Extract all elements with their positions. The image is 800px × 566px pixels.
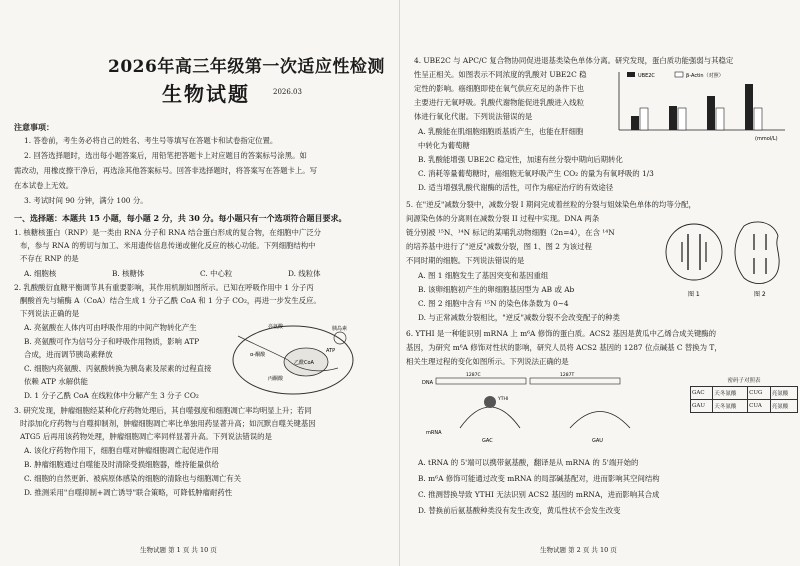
q4-legend-2: β-Actin（对照） (686, 73, 724, 79)
q2-line: 酮酸首先与辅酶 A（CoA）结合生成 1 分子乙酰 CoA 和 1 分子 CO₂，再进一步发生反应。 (20, 296, 321, 305)
codon-cell: GAC (691, 387, 713, 400)
q1-option-b: B. 核糖体 (112, 269, 145, 278)
q1-line: 布，参与 RNA 的剪切与加工、米用遗传信息传递或催化反应的核心功能。下列细胞结构中 (20, 241, 316, 250)
q5-line: 不同时期的细胞。下列说法错误的是 (406, 256, 525, 265)
q6-fig-label: 1287T (560, 373, 575, 378)
q4-legend-1: UBE2C (638, 73, 655, 79)
codon-cell: CUG (748, 387, 771, 400)
q6-fig-label: DNA (422, 380, 434, 386)
q4-bar (707, 96, 715, 130)
q4-option-b: B. 乳酸能增强 UBE2C 稳定性，加速有丝分裂中期向后期转化 (418, 155, 623, 164)
q6-line: 相关生理过程的变化如图所示。下列说法正确的是 (406, 357, 569, 366)
q4-xlabel: (mmol/L) (755, 136, 778, 142)
q3-line: 时添加化疗药物与自噬抑制剂，肿瘤细胞凋亡率比单独用药显著升高；如沉默自噬关键基因 (20, 419, 316, 428)
note-line: 在本试卷上无效。 (14, 181, 74, 190)
q2-fig-label: 丙酮酸 (268, 376, 284, 382)
q2-fig-label: 亮氨酸 (268, 324, 284, 330)
q4-bar (669, 106, 677, 130)
q4-bar (640, 108, 648, 130)
q1-option-d: D. 线粒体 (288, 269, 321, 278)
q4-option-d: D. 适当增强乳酸代谢酶的活性，可作为癌症治疗的有效途径 (418, 183, 614, 192)
q2-option-b: B. 亮氨酸可作为信号分子和呼吸作用物质，影响 ATP (24, 337, 200, 346)
q1-line: 不存在 RNP 的是 (20, 254, 79, 263)
codon-table-title: 密码子对照表 (727, 378, 761, 384)
q1-option-a: A. 细胞核 (24, 269, 57, 278)
q6-fig-label: GAC (482, 438, 493, 444)
q5-line: 5. 在"逆反"减数分裂中，减数分裂 I 期间完成着丝粒的分裂与姐妹染色单体的均等分配， (406, 200, 696, 209)
exam-title: 2026年高三年级第一次适应性检测 (108, 57, 385, 77)
note-line: 3. 考试时间 90 分钟，满分 100 分。 (24, 196, 148, 205)
subject-title: 生物试题 (162, 82, 250, 106)
q4-option-c: C. 消耗等量葡萄糖时，癌细胞无氧呼吸产生 CO₂ 的量为有氧呼吸的 1/3 (418, 169, 654, 178)
codon-cell: 天冬氨酸 (713, 387, 748, 400)
q4-line: 定性的影响。癌细胞即使在氧气供应充足的条件下也 (414, 84, 584, 93)
q5-option-c: C. 图 2 细胞中含有 ¹⁵N 的染色体条数为 0~4 (418, 299, 569, 308)
section-title: 一、选择题：本题共 15 小题，每小题 2 分，共 30 分。每小题只有一个选项符合题目要求。 (14, 213, 347, 223)
q6-option-d: D. 替换前后氨基酸种类没有发生改变，黄瓜性状不会发生改变 (418, 506, 621, 515)
q4-bar (678, 108, 686, 130)
q6-fig-label: 1287C (466, 373, 481, 378)
q6-line: 6. YTHI 是一种能识别 mRNA 上 m⁶A 修饰的蛋白质。ACS2 基因是黄瓜中乙烯合成关键酶的 (406, 329, 717, 338)
notes-title: 注意事项： (14, 122, 54, 132)
q2-option-c-cont: 依赖 ATP 水解供能 (24, 377, 88, 386)
q4-line: 主要进行无氧呼吸。乳酸代谢物能促进乳酸进入线粒 (414, 98, 584, 107)
q5-line: 间源染色体的分离则在减数分裂 II 过程中实现。DNA 两条 (406, 214, 600, 223)
codon-cell: CUA (748, 400, 771, 413)
codon-cell: GAU (691, 400, 713, 413)
q5-option-a: A. 图 1 细胞发生了基因突变和基因重组 (418, 271, 549, 280)
note-line: 需改动，用橡皮擦干净后，再选涂其他答案标号。回答非选择题时，将答案写在答题卡上。写 (14, 166, 318, 175)
q4-bar-figure (605, 66, 790, 146)
q4-bar (631, 116, 639, 130)
q4-line: 体进行氧化代谢。下列说法错误的是 (414, 112, 533, 121)
q2-option-c: C. 细胞内亮氨酸、丙氨酸转换为胰岛素及尿素的过程直接 (24, 364, 212, 373)
q3-option-a: A. 该化疗药物作用下，细胞自噬对肿瘤细胞凋亡起促进作用 (24, 446, 219, 455)
q2-fig-label: 胰岛素 (332, 326, 348, 332)
q3-line: 3. 研究发现，肿瘤细胞经某种化疗药物处理后，其自噬强度和细胞凋亡率均明显上升；若同 (14, 406, 312, 415)
q3-line: ATG5 后再用该药物处理，肿瘤细胞凋亡率同样显著升高。下列说法错误的是 (20, 432, 272, 441)
q4-bar (745, 84, 753, 130)
q3-option-b: B. 肿瘤细胞通过自噬能及时清除受损细胞器，维持能量供给 (24, 460, 219, 469)
page-2 (400, 0, 800, 566)
note-line: 2. 回答选择题时，选出每小题答案后，用铅笔把答题卡上对应题目的答案标号涂黑。如 (24, 151, 307, 160)
codon-cell: 亮氨酸 (770, 400, 797, 413)
q6-option-c: C. 推测替换导致 YTHI 无法识别 ACS2 基因的 mRNA，进而影响其合成 (418, 490, 660, 499)
codon-cell: 天冬氨酸 (713, 400, 748, 413)
q2-line: 下列说法正确的是 (20, 309, 80, 318)
exam-date: 2026.03 (273, 88, 302, 96)
q4-bar (754, 108, 762, 130)
q5-option-b: B. 该卵细胞初产生的卵细胞基因型为 AB 或 Ab (418, 285, 575, 294)
q5-line: 链分别被 ¹⁵N、¹⁴N 标记的某哺乳动物细胞（2n=4），在含 ¹⁴N (406, 228, 615, 237)
q6-option-b: B. m⁶A 修饰可能通过改变 mRNA 的局部碱基配对，进而影响其空间结构 (418, 474, 660, 483)
q5-line: 的培养基中进行了"逆反"减数分裂，图 1、图 2 为该过程 (406, 242, 592, 251)
q1-option-c: C. 中心粒 (200, 269, 233, 278)
q3-option-d: D. 推测采用"自噬抑制+凋亡诱导"联合策略，可降低肿瘤耐药性 (24, 488, 233, 497)
q2-line: 2. 乳酸酸衍血糖平衡调节具有重要影响，其作用机制如图所示。已知在呼吸作用中 1 分子丙 (14, 283, 314, 292)
note-line: 1. 答卷前，考生务必将自己的姓名、考生号等填写在答题卡和试卷指定位置。 (24, 136, 278, 145)
q2-fig-label: ATP (326, 348, 336, 354)
q2-fig-label: 乙酰CoA (294, 360, 314, 366)
q4-line: 性呈正相关。如图表示不同浓度的乳酸对 UBE2C 稳 (414, 70, 587, 79)
q4-option-a: A. 乳酸能在肌细胞细胞质基质产生，也能在肝细胞 (418, 127, 584, 136)
q6-fig-label: GAU (592, 438, 603, 444)
q4-line: 4. UBE2C 与 APC/C 复合物协同促进退基类染色单体分离。研究发现，蛋白质功能强弱与其稳定 (414, 56, 734, 65)
q6-fig-label: mRNA (426, 430, 442, 436)
codon-cell: 亮氨酸 (770, 387, 797, 400)
codon-table (690, 376, 798, 413)
page-footer-left: 生物试题 第 1 页 共 10 页 (140, 546, 217, 554)
q2-fig-label: α-酮酸 (250, 352, 266, 358)
q6-option-a: A. tRNA 的 5'端可以携带氨基酸，翻译是从 mRNA 的 5'端开始的 (418, 458, 639, 467)
q2-cell-figure (228, 318, 358, 398)
q5-fig2-caption: 图 2 (754, 291, 766, 298)
q5-option-d: D. 与正常减数分裂相比，"逆反"减数分裂不会改变配子的种类 (418, 313, 620, 322)
q2-option-a: A. 亮氨酸在人体内可由呼吸作用的中间产物转化产生 (24, 323, 197, 332)
q6-fig-label: YTHI (498, 397, 509, 402)
q2-option-b-cont: 合成，进而调节胰岛素释放 (24, 350, 113, 359)
q3-option-c: C. 细胞的自然更新、被病原体感染的细胞的清除也与细胞凋亡有关 (24, 474, 242, 483)
q2-option-d: D. 1 分子乙酰 CoA 在线粒体中分解产生 3 分子 CO₂ (24, 391, 199, 400)
q1-line: 1. 核糖核蛋白（RNP）是一类由 RNA 分子和 RNA 结合蛋白形成的复合物，在细胞中广泛分 (14, 228, 322, 237)
page-footer-right: 生物试题 第 2 页 共 10 页 (540, 546, 617, 554)
q4-option-a-cont: 中转化为葡萄糖 (418, 141, 470, 150)
q4-bar (716, 108, 724, 130)
q6-line: 基因，为研究 m⁶A 修饰对性状的影响，研究人员将 ACS2 基因的 1287 位点碱基 C 替换为 T， (406, 343, 722, 352)
q6-mrna-figure (420, 372, 680, 450)
codon-table-grid (690, 386, 798, 413)
q5-fig1-caption: 图 1 (688, 291, 700, 298)
q5-cell-figures (662, 212, 792, 302)
